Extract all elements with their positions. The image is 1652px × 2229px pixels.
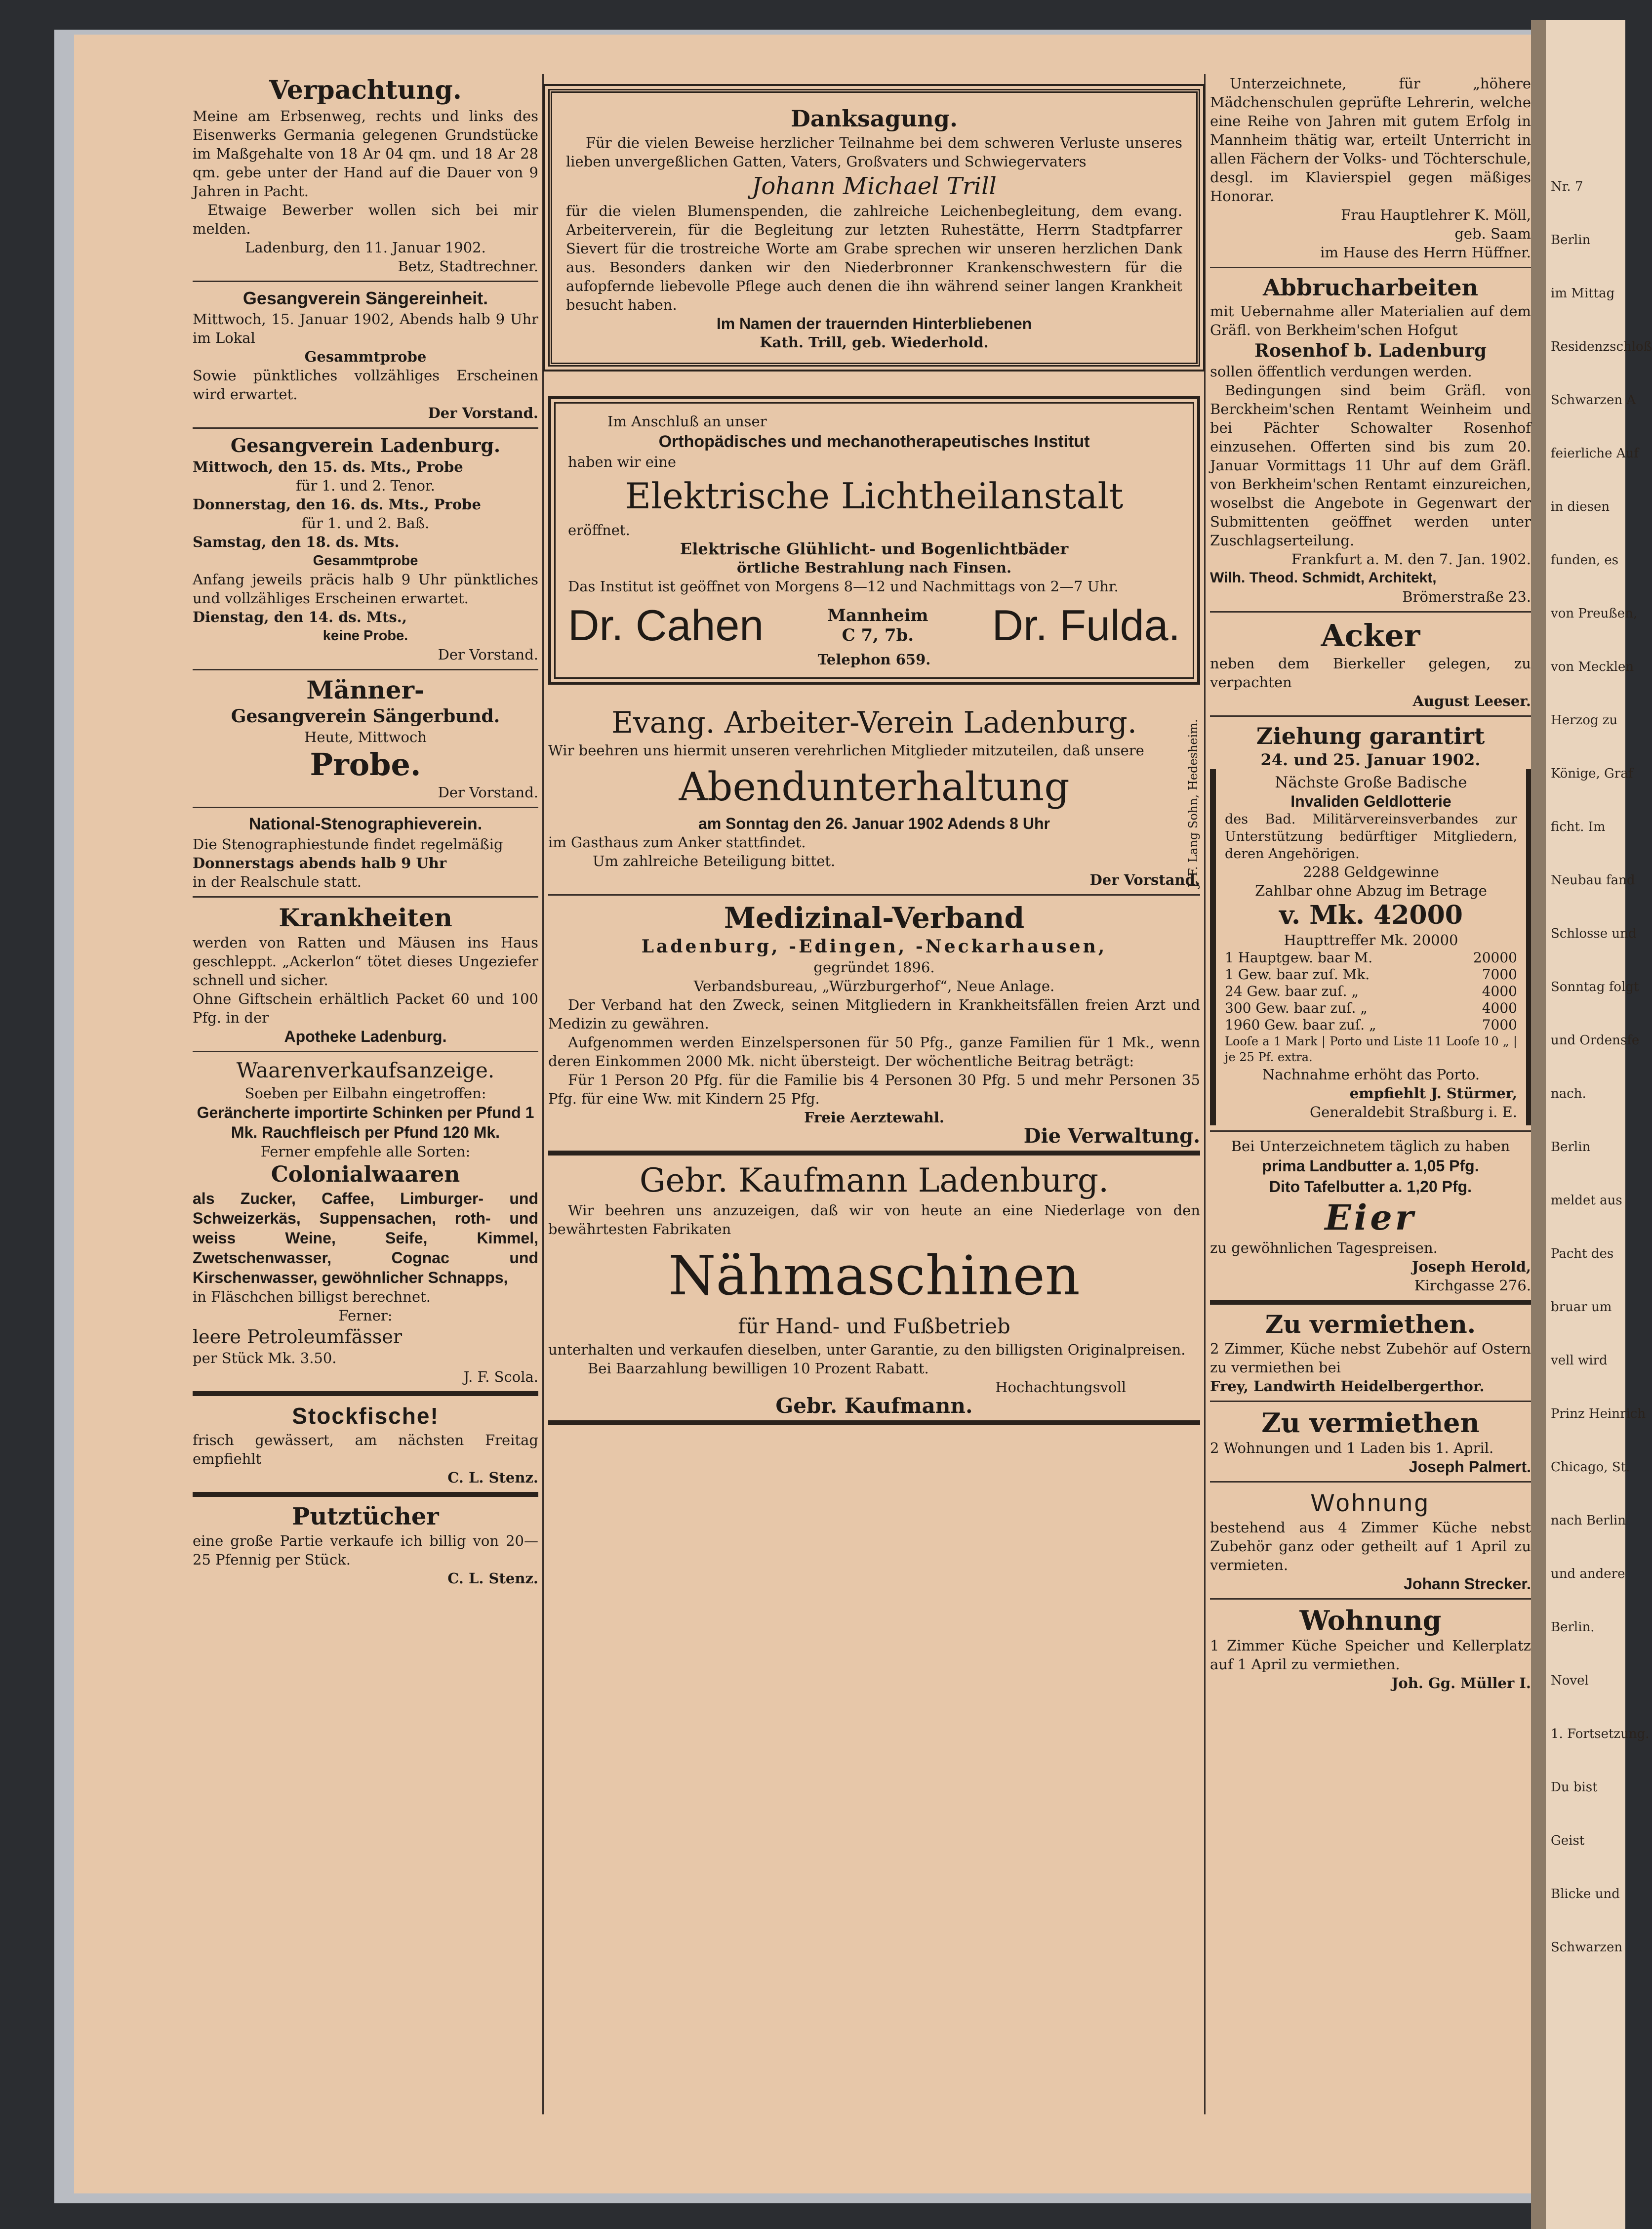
facing-page-line: Novel	[1551, 1673, 1589, 1688]
column-divider-1	[542, 74, 544, 2114]
ad-line: Ferner empfehle alle Sorten:	[260, 1143, 471, 1160]
divider	[193, 427, 538, 429]
ad-gebr-kaufmann	[548, 1160, 1200, 1418]
deceased-name: Johann Michael Trill	[752, 172, 997, 200]
ad-line: Frankfurt a. M. den 7. Jan. 1902.	[1291, 551, 1531, 568]
ad-signature: Frau Hauptlehrer K. Möll,	[1341, 206, 1531, 223]
facing-page-line: Nr. 7	[1551, 179, 1583, 194]
column-left	[193, 74, 538, 1588]
ad-line: für 1. und 2. Baß.	[301, 515, 430, 532]
ad-line: Zahlbar ohne Abzug im Betrage	[1255, 882, 1487, 899]
facing-page-line: Könige, Graf	[1551, 766, 1633, 781]
ad-signature: empfiehlt J. Stürmer,	[1349, 1085, 1517, 1102]
ad-line: Hochachtungsvoll	[995, 1379, 1126, 1396]
ad-title: National-Stenographieverein.	[248, 815, 483, 833]
ad-zu-vermiethen-1	[1210, 1310, 1531, 1396]
divider	[193, 1051, 538, 1052]
ad-line: Nachnahme erhöht das Porto.	[1262, 1066, 1480, 1083]
divider	[1210, 1401, 1531, 1402]
ad-body: Etwaige Bewerber wollen sich bei mir melden.	[193, 202, 538, 237]
ad-line: 2288 Geldgewinne	[1303, 864, 1439, 880]
address-street: C 7, 7b.	[842, 625, 914, 645]
address-city: Mannheim	[827, 606, 928, 625]
facing-page-line: vell wird	[1551, 1353, 1608, 1368]
divider	[1210, 715, 1531, 717]
ad-line: Looſe a 1 Mark | Porto und Liste 11 Looſe 10 „ | je 25 Pf. extra.	[1225, 1034, 1517, 1064]
divider	[548, 894, 1200, 896]
ad-line: örtliche Bestrahlung nach Finsen.	[736, 559, 1012, 576]
ad-emphasis: Nähmaschinen	[668, 1244, 1080, 1307]
facing-page-line: Neubau fand	[1551, 873, 1635, 888]
ad-line: Haupttreffer Mk. 20000	[1284, 932, 1458, 949]
ad-line: Donnerstag, den 16. ds. Mts., Probe	[193, 496, 481, 513]
prize-value: 20000	[1473, 949, 1517, 966]
ad-waarenverkauf	[193, 1057, 538, 1386]
ad-body: Unterzeichnete, für „höhere Mädchenschulen geprüfte Lehrerin, welche eine Reihe von Jahren mit gutem Erfolg in Mannheim thätig war, erteilt Unterricht in allen Fächern der Volks- und Töchterschule, desgl. im Klavierspiel gegen mäßiges Honorar.	[1210, 75, 1531, 205]
ad-krankheiten	[193, 903, 538, 1046]
facing-page-line: bruar um	[1551, 1300, 1612, 1315]
ad-body: des Bad. Militärvereinsverbandes zur Unterstützung bedürftiger Mitgliedern, deren Angehörigen.	[1225, 812, 1517, 862]
facing-page-edge	[1531, 20, 1652, 2229]
prize-row	[1225, 1000, 1517, 1017]
facing-page-line: Berlin	[1551, 233, 1591, 248]
ad-line: Soeben per Eilbahn eingetroffen:	[244, 1085, 486, 1102]
ad-title: Abbrucharbeiten	[1262, 274, 1479, 301]
ad-line: Rosenhof b. Ladenburg	[1254, 340, 1487, 361]
ad-line: für Hand- und Fußbetrieb	[738, 1314, 1010, 1338]
prize-label: 1 Gew. baar zuſ. Mk.	[1225, 966, 1370, 983]
ad-line: sollen öffentlich verdungen werden.	[1210, 363, 1472, 380]
ad-emphasis: Colonialwaaren	[271, 1162, 460, 1187]
ad-danksagung	[548, 89, 1200, 367]
facing-page-line: funden, es	[1551, 553, 1619, 568]
divider	[1210, 611, 1531, 613]
ad-body: Ohne Giftschein erhältlich Packet 60 und 100 Pfg. in der	[193, 991, 538, 1026]
ad-line: in Fläschchen billigst berechnet.	[193, 1288, 431, 1305]
facing-page-line: Residenzschloß	[1551, 339, 1652, 354]
ad-body: Für 1 Person 20 Pfg. für die Familie bis 4 Personen 30 Pfg. 5 und mehr Personen 35 Pfg. für eine Ww. mit Kindern 25 Pfg.	[548, 1072, 1200, 1107]
ad-line: leere Petroleumfässer	[193, 1326, 403, 1348]
ad-body: frisch gewässert, am nächsten Freitag empfiehlt	[193, 1432, 538, 1467]
ad-body: Anfang jeweils präcis halb 9 Uhr pünktliches und vollzähliges Erscheinen erwartet.	[193, 571, 538, 607]
ad-signature: Joh. Gg. Müller I.	[1391, 1675, 1531, 1692]
ad-line: Orthopädisches und mechanotherapeutisches Institut	[658, 432, 1090, 451]
ad-signature: August Leeser.	[1412, 693, 1531, 709]
divider	[1210, 1130, 1531, 1132]
facing-page-line: Schlosse und	[1551, 926, 1637, 941]
ad-line: Invaliden Geldlotterie	[1290, 792, 1451, 810]
ad-wohnung-2	[1210, 1605, 1531, 1692]
ad-body: bestehend aus 4 Zimmer Küche nebst Zubehör ganz oder getheilt auf 1 April zu vermieten.	[1210, 1519, 1531, 1573]
divider	[193, 896, 538, 898]
ad-line: Dienstag, den 14. ds. Mts.,	[193, 609, 407, 625]
ad-title: Stockfische!	[292, 1403, 439, 1429]
ad-title: Elektrische Lichtheilanstalt	[625, 475, 1124, 517]
ad-body: Wir beehren uns hiermit unseren verehrlichen Mitglieder mitzuteilen, daß unsere	[548, 742, 1144, 759]
facing-page-line: in diesen	[1551, 499, 1610, 514]
ad-stockfische	[193, 1401, 538, 1487]
ad-line: Donnerstags abends halb 9 Uhr	[193, 855, 447, 871]
ad-line: Samstag, den 18. ds. Mts.	[193, 534, 400, 550]
heavy-divider	[548, 1420, 1200, 1425]
ad-line: zu gewöhnlichen Tagespreisen.	[1210, 1239, 1438, 1256]
heavy-divider	[1210, 1300, 1531, 1305]
ad-signature: Der Vorstand.	[438, 784, 538, 801]
ad-signature: Frey, Landwirth Heidelbergerthor.	[1210, 1378, 1485, 1395]
ad-emphasis: Abendunterhaltung	[679, 764, 1070, 810]
prize-value: 7000	[1482, 1017, 1517, 1033]
ad-title: Gesangverein Ladenburg.	[230, 434, 501, 456]
prize-label: 300 Gew. baar zuſ. „	[1225, 1000, 1368, 1016]
ad-line: Verbandsbureau, „Würzburgerhof“, Neue Anlage.	[693, 978, 1055, 994]
ad-signature: Die Verwaltung.	[1023, 1124, 1200, 1148]
divider	[1210, 267, 1531, 268]
ad-title: Wohnung	[1299, 1605, 1442, 1636]
prize-row	[1225, 1017, 1517, 1033]
ad-body: als Zucker, Caffee, Limburger- und Schweizerkäs, Suppensachen, roth- und weiss Weine, Seife, Kimmel, Zwetschenwasser, Cognac und Kirschenwasser, gewöhnlicher Schnapps,	[193, 1190, 538, 1286]
ad-line: per Stück Mk. 3.50.	[193, 1350, 337, 1366]
ad-signature: Gebr. Kaufmann.	[775, 1394, 973, 1418]
prize-label: 1960 Gew. baar zuſ. „	[1225, 1017, 1376, 1033]
ad-title: Zu vermiethen.	[1265, 1310, 1476, 1339]
prize-row	[1225, 983, 1517, 1000]
ad-lehrerin	[1210, 74, 1531, 262]
ad-line: Elektrische Glühlicht- und Bogenlichtbäder	[680, 539, 1069, 558]
ad-body: Das Institut ist geöffnet von Morgens 8—12 und Nachmittags von 2—7 Uhr.	[568, 578, 1119, 595]
address	[827, 606, 928, 645]
ad-line: für 1. und 2. Tenor.	[296, 477, 435, 494]
facing-page-line: feierliche Auf	[1551, 446, 1639, 461]
ad-line: prima Landbutter a. 1,05 Pfg.	[1262, 1157, 1479, 1175]
ad-body: Meine am Erbsenweg, rechts und links des Eisenwerks Germania gelegenen Grundstücke im Maßgehalte von 18 Ar 04 qm. und 18 Ar 28 qm. gebe unter der Hand auf die Dauer von 9 Jahren in Pacht.	[193, 108, 538, 200]
ad-line: Freie Aerztewahl.	[804, 1109, 944, 1126]
ad-butter-eier	[1210, 1137, 1531, 1295]
prize-value: 4000	[1482, 1000, 1517, 1016]
facing-page-line: Sonntag folgt	[1551, 980, 1639, 994]
ad-putztuecher	[193, 1502, 538, 1588]
ad-body: für die vielen Blumenspenden, die zahlreiche Leichenbegleitung, dem evang. Arbeiterverein, für die Begleitung zur letzten Ruhestätte, Herrn Stadtpfarrer Sievert für die trostreiche Worte am Grabe sprechen wir unseren herzlichen Dank aus. Besonders danken wir den Niederbronner Krankenschwestern für die aufopfernde liebevolle Pflege auch denen die ihn während seiner langen Krankheit besucht haben.	[566, 203, 1182, 313]
column-divider-2	[1204, 74, 1206, 2114]
ad-line: gegründet 1896.	[813, 959, 935, 976]
ad-line: keine Probe.	[322, 628, 408, 644]
divider	[193, 807, 538, 808]
facing-page-line: Chicago, St.	[1551, 1460, 1630, 1475]
ad-body: Für die vielen Beweise herzlicher Teilnahme bei dem schweren Verluste unseres lieben unvergeßlichen Gatten, Vaters, Großvaters und Schwiegervaters	[566, 134, 1182, 170]
ad-line: haben wir eine	[568, 454, 677, 470]
ad-saengerbund	[193, 675, 538, 802]
lottery-amount: v. Mk. 42000	[1279, 900, 1463, 930]
ad-signature: im Hause des Herrn Hüffner.	[1320, 244, 1531, 261]
ad-title: Evang. Arbeiter-Verein Ladenburg.	[611, 705, 1137, 740]
ad-title: Krankheiten	[279, 903, 452, 932]
ad-title: Ziehung garantirt	[1256, 723, 1485, 749]
ad-line: Nächste Große Badische	[1275, 774, 1467, 791]
ad-title: Waarenverkaufsanzeige.	[236, 1058, 495, 1082]
ad-line: Dito Tafelbutter a. 1,20 Pfg.	[1269, 1178, 1472, 1196]
ad-medizinal-verband	[548, 901, 1200, 1146]
ad-saengereinheit	[193, 287, 538, 422]
ad-signature: Kath. Trill, geb. Wiederhold.	[760, 334, 989, 351]
facing-page-line: im Mittag	[1551, 286, 1615, 301]
facing-page-line: von Mecklen	[1551, 660, 1634, 674]
ad-stenographie	[193, 813, 538, 891]
facing-page-line: Berlin.	[1551, 1620, 1595, 1635]
facing-page-line: Blicke und	[1551, 1887, 1620, 1901]
facing-page-line: nach Berlin	[1551, 1513, 1626, 1528]
facing-page-line: nach.	[1551, 1086, 1586, 1101]
page-gutter	[1531, 20, 1546, 2229]
prize-label: 24 Gew. baar zuſ. „	[1225, 983, 1359, 999]
divider	[1210, 1481, 1531, 1483]
doctor-right: Dr. Fulda.	[992, 601, 1180, 650]
ad-title: Gesangverein Sängerbund.	[231, 706, 500, 727]
ad-title: Danksagung.	[791, 105, 958, 132]
prize-table	[1225, 949, 1517, 1033]
facing-page-line: Du bist	[1551, 1780, 1598, 1795]
ad-line: Heute, Mittwoch	[304, 729, 427, 745]
ad-line: Ferner:	[338, 1307, 393, 1324]
ad-line: Im Anschluß an unser	[607, 413, 767, 430]
ad-title: Zu vermiethen	[1261, 1407, 1480, 1439]
ad-signature: Joseph Herold,	[1411, 1258, 1531, 1275]
prize-value: 7000	[1482, 966, 1517, 983]
ad-gv-ladenburg	[193, 434, 538, 664]
ad-acker	[1210, 618, 1531, 710]
ad-title: Männer-	[306, 675, 425, 704]
ad-zu-vermiethen-2	[1210, 1407, 1531, 1476]
ad-signature: Joseph Palmert.	[1409, 1458, 1531, 1476]
facing-page-line: Herzog zu	[1551, 713, 1618, 728]
ad-title: Gesangverein Sängereinheit.	[242, 288, 488, 308]
ad-signature: Brömerstraße 23.	[1402, 588, 1531, 605]
ad-line: Um zahlreiche Beteiligung bittet.	[593, 853, 836, 869]
column-middle	[548, 74, 1200, 1430]
ad-line: am Sonntag den 26. Januar 1902 Adends 8 Uhr	[698, 815, 1050, 832]
ad-date: Ladenburg, den 11. Januar 1902.	[245, 239, 486, 256]
ad-body: eine große Partie verkaufe ich billig von 20—25 Pfennig per Stück.	[193, 1532, 538, 1568]
lottery-side-text: J. F. Lang Sohn, Hedesheim.	[1186, 719, 1200, 888]
ad-title: Gebr. Kaufmann Ladenburg.	[639, 1161, 1109, 1199]
facing-page-line: und Ordensfe	[1551, 1033, 1640, 1048]
prize-label: 1 Hauptgew. baar M.	[1225, 949, 1373, 966]
ad-signature: J. F. Scola.	[463, 1368, 538, 1385]
ad-line: Geräncherte importirte Schinken per Pfund 1 Mk. Rauchfleisch per Pfund 120 Mk.	[197, 1104, 534, 1141]
facing-page-line: von Preußen,	[1551, 606, 1638, 621]
ad-signature: Johann Strecker.	[1404, 1575, 1531, 1593]
prize-row	[1225, 966, 1517, 983]
divider	[193, 669, 538, 670]
ad-signature: Generaldebit Straßburg i. E.	[1309, 1104, 1517, 1120]
ad-title: Putztücher	[292, 1503, 439, 1530]
ad-signature: Im Namen der trauernden Hinterbliebenen	[716, 315, 1032, 332]
ad-title: Acker	[1321, 618, 1420, 654]
ad-line: Die Stenographiestunde findet regelmäßig	[193, 836, 503, 853]
ad-line: Bei Baarzahlung bewilligen 10 Prozent Rabatt.	[588, 1360, 929, 1377]
facing-page-line: Geist	[1551, 1833, 1585, 1848]
facing-page-line: Berlin	[1551, 1140, 1591, 1155]
ad-signature: Wilh. Theod. Schmidt, Architekt,	[1210, 570, 1437, 586]
divider	[193, 281, 538, 282]
ad-body: Aufgenommen werden Einzelspersonen für 50 Pfg., ganze Familien für 1 Mk., wenn deren Einkommen 2000 Mk. nicht übersteigt. Der wöchentliche Beitrag beträgt:	[548, 1034, 1200, 1070]
ad-signature: Der Vorstand.	[428, 405, 538, 421]
heavy-divider	[193, 1391, 538, 1396]
facing-page-line: und andere	[1551, 1567, 1625, 1581]
ad-line: Gesammtprobe	[313, 553, 418, 569]
ad-signature: Der Vorstand.	[438, 646, 538, 663]
ad-signature: Der Vorstand.	[1089, 871, 1200, 888]
ad-line: 24. und 25. Januar 1902.	[1260, 750, 1481, 769]
ad-line: eröffnet.	[568, 522, 630, 538]
ad-body: neben dem Bierkeller gelegen, zu verpachten	[1210, 655, 1531, 691]
ad-line: im Gasthaus zum Anker stattfindet.	[548, 834, 806, 851]
doctors-row	[568, 601, 1180, 650]
ad-evang-arbeiterverein	[548, 704, 1200, 889]
ad-body: werden von Ratten und Mäusen ins Haus geschleppt. „Ackerlon“ tötet dieses Ungeziefer schnell und sicher.	[193, 934, 538, 989]
ad-signature: C. L. Stenz.	[447, 1570, 538, 1587]
ad-body: Mittwoch, 15. Januar 1902, Abends halb 9 Uhr im Lokal	[193, 311, 538, 346]
ad-abbrucharbeiten	[1210, 273, 1531, 606]
facing-page-line: Pacht des	[1551, 1246, 1614, 1261]
ad-body: unterhalten und verkaufen dieselben, unter Garantie, zu den billigsten Originalpreisen.	[548, 1341, 1186, 1358]
ad-line: Bei Unterzeichnetem täglich zu haben	[1231, 1138, 1510, 1155]
facing-page-line: Schwarzen	[1551, 1940, 1623, 1955]
heavy-divider	[548, 1151, 1200, 1156]
telephone: Telephon 659.	[817, 651, 931, 668]
ad-signature: Kirchgasse 276.	[1414, 1277, 1531, 1294]
ad-signature: geb. Saam	[1454, 225, 1531, 242]
ad-body: Bedingungen sind beim Gräfl. von Berckheim'schen Rentamt Weinheim und bei Pächter Schowalter Rosenhof einzusehen. Offerten sind bis zum 20. Januar Vormittags 11 Uhr auf dem Gräfl. von Berkheim'schen Rentamt einzureichen, woselbst die Angebote in Gegenwart der Submittenten geöffnet werden unter Zuschlagserteilung.	[1210, 382, 1531, 549]
ad-body: mit Uebernahme aller Materialien auf dem Gräfl. von Berkheim'schen Hofgut	[1210, 303, 1531, 338]
facing-page-line: meldet aus	[1551, 1193, 1622, 1208]
ad-subtitle: Ladenburg, -Edingen, -Neckarhausen,	[641, 936, 1107, 957]
ad-body: 2 Zimmer, Küche nebst Zubehör auf Ostern zu vermiethen bei	[1210, 1340, 1531, 1376]
ad-title: Medizinal-Verband	[724, 901, 1025, 935]
ad-body: Sowie pünktliches vollzähliges Erscheinen wird erwartet.	[193, 367, 538, 403]
facing-page-line: ficht. Im	[1551, 820, 1606, 834]
ad-body: Wir beehren uns anzuzeigen, daß wir von heute an eine Niederlage von den bewährtesten Fabrikaten	[548, 1202, 1200, 1238]
ad-lichtheilanstalt	[548, 396, 1200, 685]
ad-body: 2 Wohnungen und 1 Laden bis 1. April.	[1210, 1440, 1494, 1456]
ad-body: 1 Zimmer Küche Speicher und Kellerplatz auf 1 April zu vermiethen.	[1210, 1637, 1531, 1673]
facing-page-line: 1. Fortsetzung.	[1551, 1727, 1650, 1741]
heavy-divider	[193, 1492, 538, 1497]
divider	[1210, 1598, 1531, 1600]
ad-body: Der Verband hat den Zweck, seinen Mitgliedern in Krankheitsfällen freien Arzt und Medizin zu gewähren.	[548, 996, 1200, 1032]
ad-line: Apotheke Ladenburg.	[284, 1028, 447, 1045]
prize-row	[1225, 949, 1517, 966]
ad-emphasis: Gesammtprobe	[304, 348, 427, 365]
prize-value: 4000	[1482, 983, 1517, 999]
ad-title: Wohnung	[1311, 1489, 1430, 1517]
ad-line: Mittwoch, den 15. ds. Mts., Probe	[193, 458, 463, 475]
ad-lotterie	[1186, 719, 1531, 1125]
ad-title: Verpachtung.	[269, 75, 462, 105]
facing-page-line: Schwarzen A	[1551, 393, 1636, 408]
ad-signature: Betz, Stadtrechner.	[398, 258, 538, 275]
ad-emphasis: Probe.	[310, 746, 421, 783]
ad-wohnung-1	[1210, 1487, 1531, 1593]
facing-page-line: Prinz Heinrich	[1551, 1406, 1646, 1421]
column-right	[1186, 74, 1531, 1692]
ad-verpachtung	[193, 74, 538, 276]
ad-signature: C. L. Stenz.	[447, 1469, 538, 1486]
doctor-left: Dr. Cahen	[568, 601, 764, 650]
ad-emphasis: Eier	[1325, 1197, 1416, 1238]
ad-line: in der Realschule statt.	[193, 873, 362, 890]
